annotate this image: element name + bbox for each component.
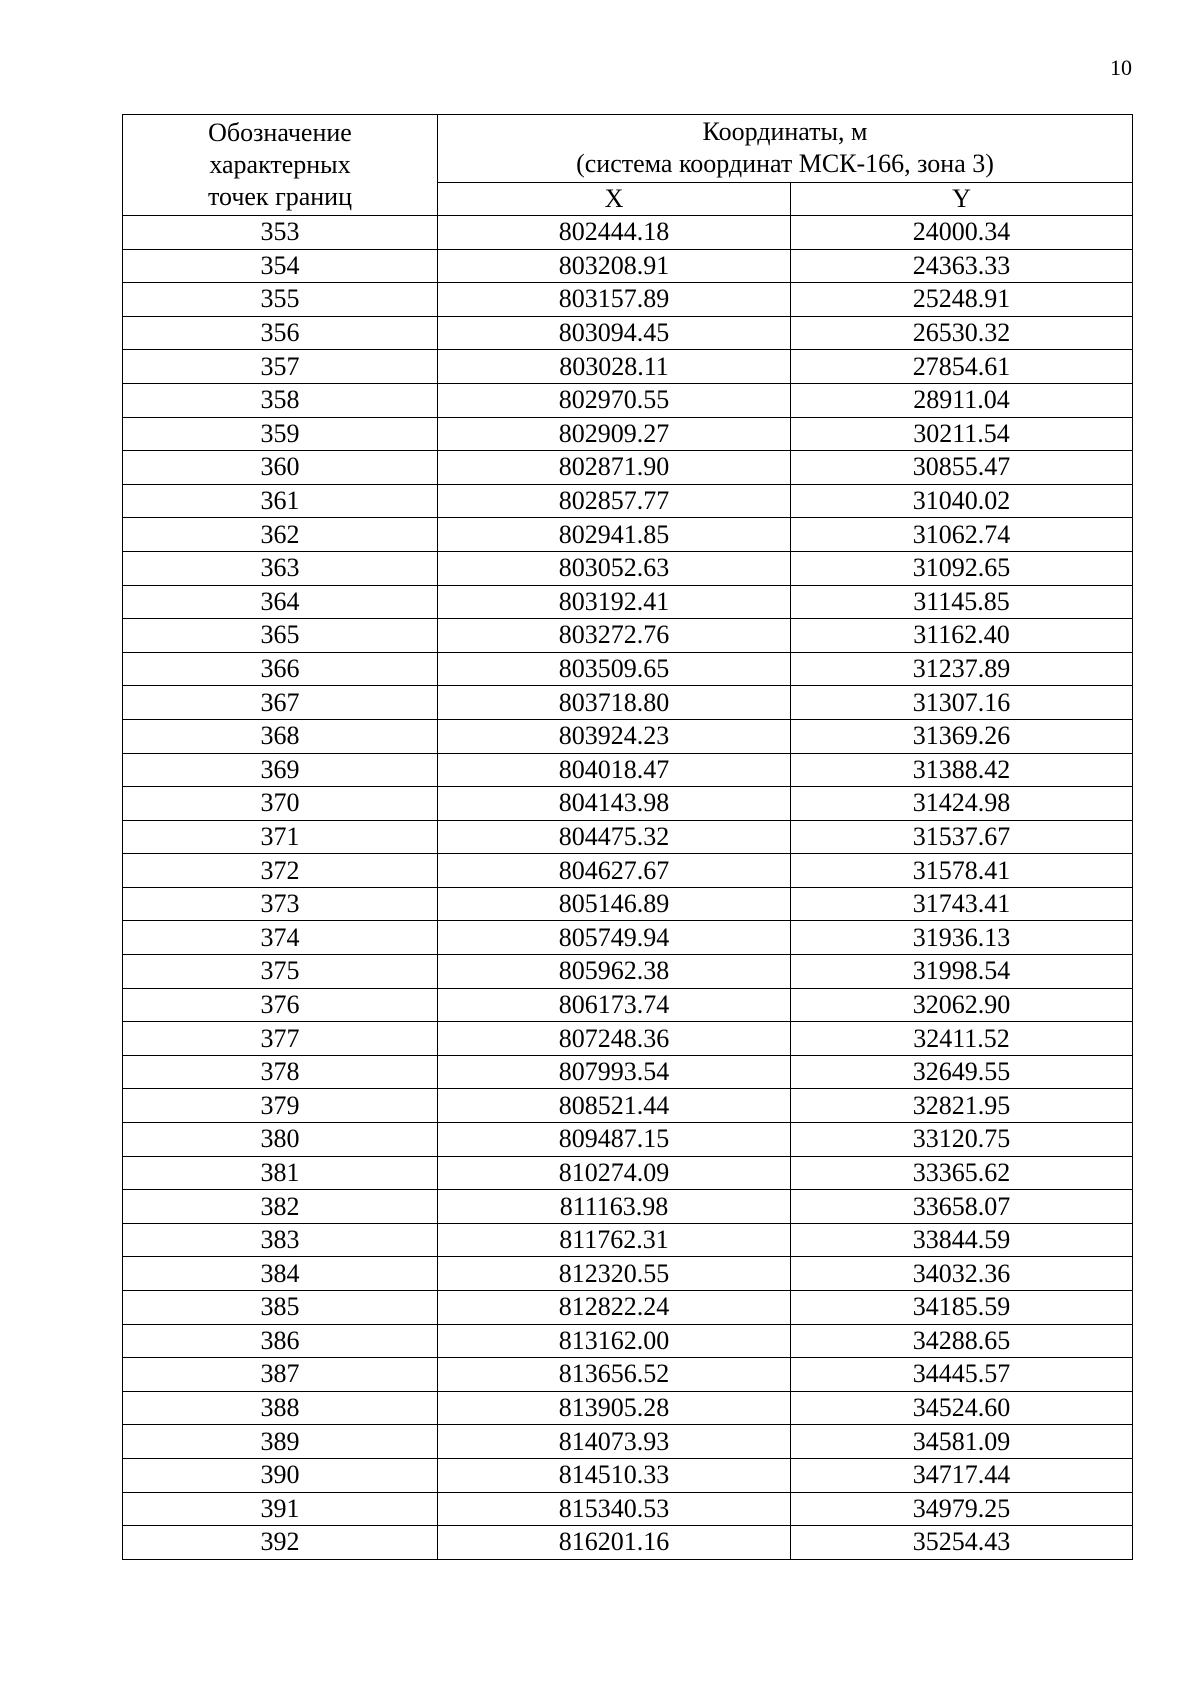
x-cell: 811762.31	[438, 1223, 791, 1257]
point-cell: 356	[123, 316, 438, 350]
point-cell: 375	[123, 955, 438, 989]
x-cell: 803208.91	[438, 249, 791, 283]
point-cell: 387	[123, 1358, 438, 1392]
table-row	[123, 887, 1133, 921]
point-cell: 384	[123, 1257, 438, 1291]
y-cell: 25248.91	[791, 283, 1133, 317]
y-cell: 30855.47	[791, 451, 1133, 485]
header-coordinates	[438, 115, 1133, 183]
y-cell: 27854.61	[791, 350, 1133, 384]
table-row	[123, 753, 1133, 787]
x-cell: 805962.38	[438, 955, 791, 989]
point-cell: 368	[123, 719, 438, 753]
table-row	[123, 216, 1133, 250]
x-cell: 805146.89	[438, 887, 791, 921]
y-cell: 31237.89	[791, 652, 1133, 686]
y-cell: 31092.65	[791, 551, 1133, 585]
table-row	[123, 1089, 1133, 1123]
x-cell: 816201.16	[438, 1526, 791, 1560]
point-cell: 385	[123, 1291, 438, 1325]
table-row	[123, 1291, 1133, 1325]
y-cell: 24000.34	[791, 216, 1133, 250]
x-cell: 807248.36	[438, 1022, 791, 1056]
header-point-line-1: Обозначение	[208, 118, 352, 147]
y-cell: 34445.57	[791, 1358, 1133, 1392]
table-row	[123, 1391, 1133, 1425]
y-cell: 24363.33	[791, 249, 1133, 283]
y-cell: 31040.02	[791, 484, 1133, 518]
table-row	[123, 1156, 1133, 1190]
x-cell: 812822.24	[438, 1291, 791, 1325]
x-cell: 814510.33	[438, 1458, 791, 1492]
header-y: Y	[791, 182, 1133, 215]
y-cell: 31998.54	[791, 955, 1133, 989]
y-cell: 33120.75	[791, 1123, 1133, 1157]
table-header	[123, 115, 1133, 216]
x-cell: 808521.44	[438, 1089, 791, 1123]
y-cell: 31388.42	[791, 753, 1133, 787]
y-cell: 31145.85	[791, 585, 1133, 619]
point-cell: 369	[123, 753, 438, 787]
point-cell: 367	[123, 686, 438, 720]
header-point-line-2: характерных	[209, 150, 351, 179]
y-cell: 31369.26	[791, 719, 1133, 753]
point-cell: 382	[123, 1190, 438, 1224]
y-cell: 32821.95	[791, 1089, 1133, 1123]
table-row	[123, 1425, 1133, 1459]
table-row	[123, 518, 1133, 552]
point-cell: 381	[123, 1156, 438, 1190]
x-cell: 802871.90	[438, 451, 791, 485]
header-coords-line-1: Координаты, м	[702, 117, 868, 147]
y-cell: 31936.13	[791, 921, 1133, 955]
y-cell: 34979.25	[791, 1492, 1133, 1526]
x-cell: 813905.28	[438, 1391, 791, 1425]
point-cell: 354	[123, 249, 438, 283]
table-row	[123, 383, 1133, 417]
point-cell: 358	[123, 383, 438, 417]
table-row	[123, 350, 1133, 384]
table-row	[123, 854, 1133, 888]
x-cell: 803509.65	[438, 652, 791, 686]
y-cell: 34185.59	[791, 1291, 1133, 1325]
y-cell: 33365.62	[791, 1156, 1133, 1190]
table-row	[123, 1458, 1133, 1492]
x-cell: 803924.23	[438, 719, 791, 753]
x-cell: 802909.27	[438, 417, 791, 451]
x-cell: 806173.74	[438, 988, 791, 1022]
table-row	[123, 820, 1133, 854]
table-row	[123, 1055, 1133, 1089]
table-row	[123, 585, 1133, 619]
table-body	[123, 216, 1133, 1560]
y-cell: 31537.67	[791, 820, 1133, 854]
x-cell: 815340.53	[438, 1492, 791, 1526]
point-cell: 374	[123, 921, 438, 955]
page-number: 10	[1110, 55, 1132, 80]
x-cell: 804627.67	[438, 854, 791, 888]
x-cell: 803157.89	[438, 283, 791, 317]
header-x: X	[438, 182, 791, 215]
point-cell: 355	[123, 283, 438, 317]
point-cell: 391	[123, 1492, 438, 1526]
table-row	[123, 787, 1133, 821]
point-cell: 377	[123, 1022, 438, 1056]
coordinates-table	[122, 114, 1133, 1560]
table-row	[123, 1223, 1133, 1257]
y-cell: 34288.65	[791, 1324, 1133, 1358]
point-cell: 353	[123, 216, 438, 250]
x-cell: 804143.98	[438, 787, 791, 821]
table-row	[123, 417, 1133, 451]
y-cell: 32649.55	[791, 1055, 1133, 1089]
x-cell: 812320.55	[438, 1257, 791, 1291]
table-row	[123, 686, 1133, 720]
table-row	[123, 1190, 1133, 1224]
header-point-line-3: точек границ	[207, 182, 353, 211]
table-row	[123, 619, 1133, 653]
x-cell: 810274.09	[438, 1156, 791, 1190]
x-cell: 805749.94	[438, 921, 791, 955]
x-cell: 814073.93	[438, 1425, 791, 1459]
x-cell: 813162.00	[438, 1324, 791, 1358]
point-cell: 362	[123, 518, 438, 552]
point-cell: 370	[123, 787, 438, 821]
point-cell: 383	[123, 1223, 438, 1257]
point-cell: 380	[123, 1123, 438, 1157]
point-cell: 364	[123, 585, 438, 619]
table-row	[123, 652, 1133, 686]
point-cell: 390	[123, 1458, 438, 1492]
table-row	[123, 283, 1133, 317]
point-cell: 366	[123, 652, 438, 686]
table-row	[123, 955, 1133, 989]
y-cell: 34717.44	[791, 1458, 1133, 1492]
table-row	[123, 484, 1133, 518]
y-cell: 35254.43	[791, 1526, 1133, 1560]
y-cell: 34581.09	[791, 1425, 1133, 1459]
point-cell: 357	[123, 350, 438, 384]
table-row	[123, 1526, 1133, 1560]
table-row	[123, 921, 1133, 955]
y-cell: 31307.16	[791, 686, 1133, 720]
point-cell: 360	[123, 451, 438, 485]
x-cell: 803718.80	[438, 686, 791, 720]
header-point-designation	[123, 115, 438, 216]
x-cell: 802444.18	[438, 216, 791, 250]
table-row	[123, 551, 1133, 585]
y-cell: 32062.90	[791, 988, 1133, 1022]
y-cell: 31062.74	[791, 518, 1133, 552]
x-cell: 803094.45	[438, 316, 791, 350]
point-cell: 378	[123, 1055, 438, 1089]
x-cell: 811163.98	[438, 1190, 791, 1224]
table-row	[123, 1257, 1133, 1291]
header-coords-line-2: (система координат МСК-166, зона 3)	[576, 149, 994, 179]
y-cell: 26530.32	[791, 316, 1133, 350]
point-cell: 376	[123, 988, 438, 1022]
x-cell: 807993.54	[438, 1055, 791, 1089]
point-cell: 388	[123, 1391, 438, 1425]
point-cell: 371	[123, 820, 438, 854]
x-cell: 804475.32	[438, 820, 791, 854]
point-cell: 373	[123, 887, 438, 921]
x-cell: 802970.55	[438, 383, 791, 417]
y-cell: 34524.60	[791, 1391, 1133, 1425]
y-cell: 33844.59	[791, 1223, 1133, 1257]
table-row	[123, 1358, 1133, 1392]
point-cell: 363	[123, 551, 438, 585]
x-cell: 802941.85	[438, 518, 791, 552]
point-cell: 372	[123, 854, 438, 888]
table-row	[123, 316, 1133, 350]
table-row	[123, 719, 1133, 753]
table-row	[123, 1492, 1133, 1526]
x-cell: 803272.76	[438, 619, 791, 653]
y-cell: 32411.52	[791, 1022, 1133, 1056]
x-cell: 813656.52	[438, 1358, 791, 1392]
y-cell: 31162.40	[791, 619, 1133, 653]
point-cell: 361	[123, 484, 438, 518]
x-cell: 803028.11	[438, 350, 791, 384]
y-cell: 31743.41	[791, 887, 1133, 921]
y-cell: 28911.04	[791, 383, 1133, 417]
table-row	[123, 451, 1133, 485]
x-cell: 809487.15	[438, 1123, 791, 1157]
point-cell: 379	[123, 1089, 438, 1123]
x-cell: 803052.63	[438, 551, 791, 585]
y-cell: 31424.98	[791, 787, 1133, 821]
point-cell: 386	[123, 1324, 438, 1358]
y-cell: 33658.07	[791, 1190, 1133, 1224]
table-row	[123, 988, 1133, 1022]
point-cell: 359	[123, 417, 438, 451]
table-row	[123, 1022, 1133, 1056]
x-cell: 802857.77	[438, 484, 791, 518]
x-cell: 803192.41	[438, 585, 791, 619]
table-row	[123, 1324, 1133, 1358]
x-cell: 804018.47	[438, 753, 791, 787]
y-cell: 31578.41	[791, 854, 1133, 888]
y-cell: 30211.54	[791, 417, 1133, 451]
y-cell: 34032.36	[791, 1257, 1133, 1291]
table-row	[123, 249, 1133, 283]
point-cell: 389	[123, 1425, 438, 1459]
table-row	[123, 1123, 1133, 1157]
point-cell: 365	[123, 619, 438, 653]
point-cell: 392	[123, 1526, 438, 1560]
